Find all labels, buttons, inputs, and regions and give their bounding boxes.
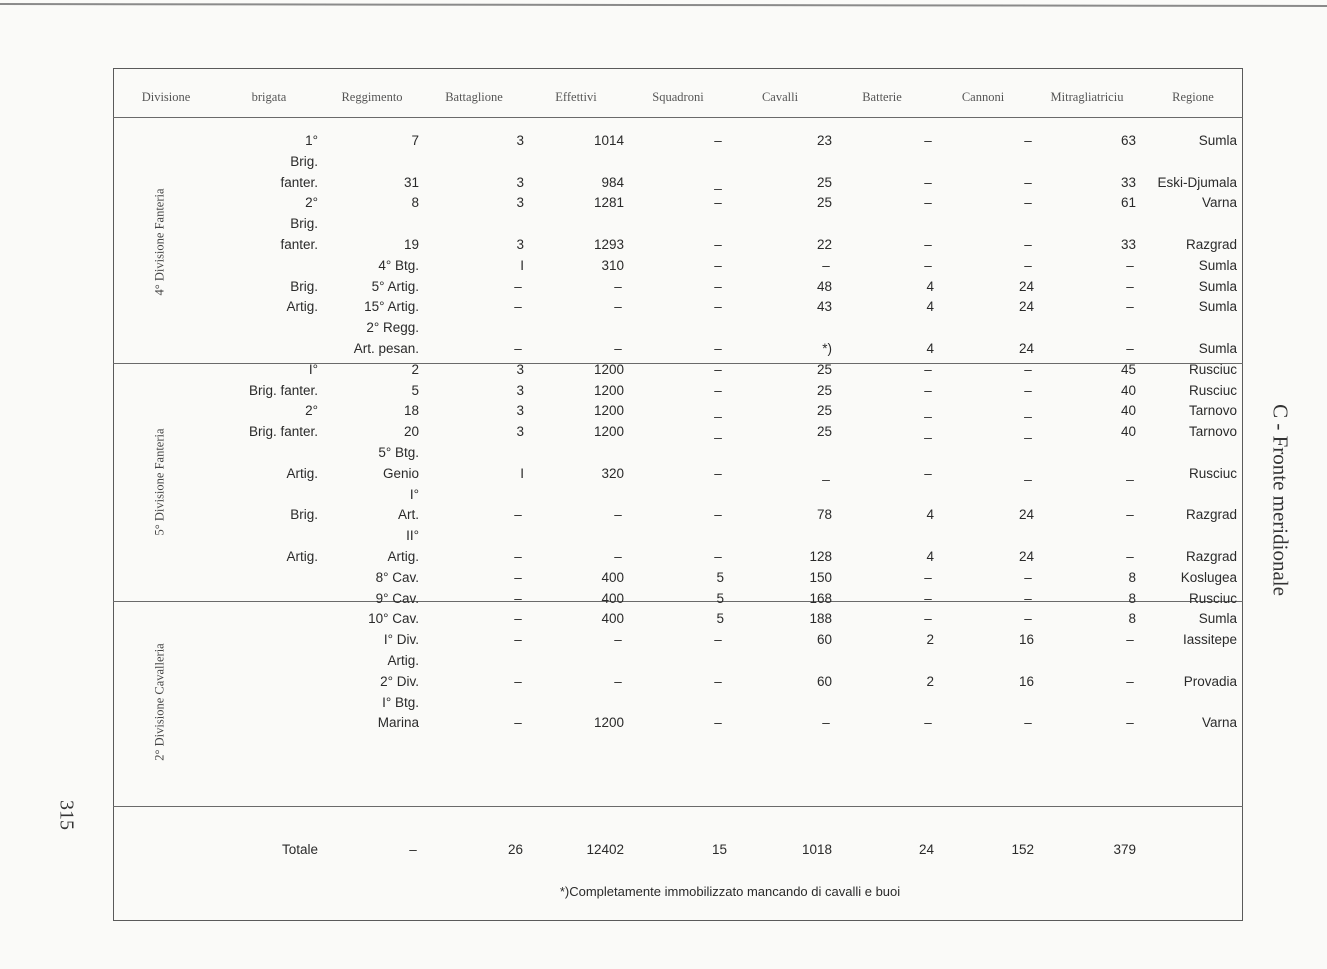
table-cell: Razgrad bbox=[1185, 507, 1237, 523]
table-cell: Sumla bbox=[1198, 133, 1237, 148]
table-cell: – bbox=[614, 673, 622, 689]
column-header: Effettivi bbox=[555, 90, 597, 104]
table-cell: 2 bbox=[926, 673, 934, 689]
table-cell: 5 bbox=[716, 590, 724, 606]
table-cell: 320 bbox=[601, 465, 624, 481]
table-cell: Rusciuc bbox=[1188, 382, 1237, 398]
table-cell: 1° bbox=[305, 133, 318, 148]
table-cell: 60 bbox=[816, 632, 832, 648]
column-header: Battaglione bbox=[445, 90, 503, 104]
totals-cell: – bbox=[409, 842, 417, 857]
table-cell: 4 bbox=[926, 341, 934, 356]
column-header: brigata bbox=[251, 90, 287, 104]
table-cell: 984 bbox=[601, 174, 624, 190]
table-cell: – bbox=[924, 465, 932, 481]
table-cell: Art. pesan. bbox=[353, 341, 419, 356]
table-cell: 3 bbox=[516, 237, 524, 252]
table-cell: – bbox=[1024, 569, 1032, 585]
table-cell: Artig. bbox=[286, 299, 318, 315]
column-header: Regione bbox=[1172, 90, 1214, 104]
table-cell: 61 bbox=[1120, 195, 1136, 211]
table-cell: 2 bbox=[411, 361, 419, 377]
table-cell: Sumla bbox=[1198, 611, 1237, 627]
table-cell: Rusciuc bbox=[1188, 465, 1237, 481]
table-cell: – bbox=[514, 715, 522, 731]
totals-cell: 24 bbox=[918, 842, 934, 857]
table-cell: Sumla bbox=[1198, 341, 1237, 356]
table-cell: – bbox=[1126, 673, 1134, 689]
table-cell: 16 bbox=[1018, 632, 1034, 648]
table-cell: 7 bbox=[411, 133, 419, 148]
table-cell: 24 bbox=[1018, 299, 1034, 315]
table-cell: 8 bbox=[411, 195, 419, 211]
totals-cell: 15 bbox=[711, 842, 727, 857]
table-cell: 3 bbox=[516, 133, 524, 148]
table-cell: – bbox=[924, 611, 932, 627]
table-cell: 24 bbox=[1018, 341, 1034, 356]
table-cell: – bbox=[924, 174, 932, 190]
table-cell: – bbox=[1024, 257, 1032, 273]
table-cell: II° bbox=[406, 528, 419, 544]
footnote: *)Completamente immobilizzato mancando di cavalli e buoi bbox=[559, 884, 901, 899]
table-cell: – bbox=[924, 569, 932, 585]
table-cell: – bbox=[714, 382, 722, 398]
table-cell: 2° bbox=[305, 195, 318, 211]
table-cell: 24 bbox=[1018, 507, 1034, 523]
table-cell: 40 bbox=[1120, 424, 1136, 440]
table-cell: _ bbox=[714, 403, 722, 419]
table-cell: Artig. bbox=[387, 549, 419, 564]
totals-cell: 1018 bbox=[801, 842, 832, 857]
column-header: Divisione bbox=[141, 90, 191, 104]
table-cell: _ bbox=[1024, 403, 1032, 419]
table-cell: 25 bbox=[816, 195, 832, 211]
table-cell: – bbox=[822, 257, 830, 273]
division-rule-1 bbox=[113, 363, 1243, 364]
table-cell: – bbox=[514, 507, 522, 523]
table-cell: – bbox=[924, 715, 932, 731]
table-cell: 400 bbox=[601, 611, 624, 627]
table-cell: – bbox=[1024, 133, 1032, 148]
table-cell: – bbox=[1024, 195, 1032, 211]
table-cell: – bbox=[714, 299, 722, 315]
table-cell: 1293 bbox=[593, 237, 624, 252]
table-cell: – bbox=[1126, 299, 1134, 315]
table-cell: – bbox=[1126, 507, 1134, 523]
table-cell: Artig. bbox=[387, 653, 419, 668]
table-cell: 1200 bbox=[593, 403, 624, 419]
table-cell: – bbox=[1126, 715, 1134, 731]
table-cell: Varna bbox=[1201, 715, 1237, 731]
table-cell: 25 bbox=[816, 424, 832, 440]
table-cell: 150 bbox=[809, 569, 832, 585]
table-cell: 2° Div. bbox=[380, 673, 419, 689]
table-cell: – bbox=[1126, 632, 1134, 648]
table-cell: Genio bbox=[382, 465, 419, 481]
header-rule bbox=[113, 117, 1243, 118]
table-cell: Rusciuc bbox=[1188, 590, 1237, 606]
table-cell: – bbox=[614, 299, 622, 315]
table-cell: – bbox=[1024, 174, 1032, 190]
table-cell: 5° Artig. bbox=[371, 278, 419, 294]
table-cell: Razgrad bbox=[1185, 549, 1237, 564]
table-cell: – bbox=[714, 465, 722, 481]
table-cell: 3 bbox=[516, 403, 524, 419]
table-cell: Brig. fanter. bbox=[248, 424, 318, 440]
table-cell: – bbox=[924, 257, 932, 273]
table-frame bbox=[113, 68, 1243, 921]
table-cell: – bbox=[1126, 278, 1134, 294]
table-cell: 20 bbox=[403, 424, 419, 440]
table-cell: _ bbox=[1024, 424, 1032, 440]
table-cell: – bbox=[714, 673, 722, 689]
division-label-4-fanteria: 4° Divisione Fanteria bbox=[152, 188, 167, 296]
table-cell: 63 bbox=[1120, 133, 1136, 148]
table-cell: – bbox=[1126, 341, 1134, 356]
table-cell: 4 bbox=[926, 278, 934, 294]
totals-rule bbox=[113, 806, 1243, 807]
table-cell: Rusciuc bbox=[1188, 361, 1237, 377]
table-cell: I bbox=[520, 465, 524, 481]
table-cell: – bbox=[714, 549, 722, 564]
table-cell: 45 bbox=[1120, 361, 1136, 377]
table-cell: 8 bbox=[1128, 611, 1136, 627]
table-cell: Razgrad bbox=[1185, 237, 1237, 252]
table-cell: I° bbox=[409, 486, 419, 502]
table-cell: 22 bbox=[816, 237, 832, 252]
side-title: C - Fronte meridionale bbox=[1268, 404, 1293, 596]
table-cell: 310 bbox=[601, 257, 624, 273]
table-cell: Iassitepe bbox=[1182, 632, 1237, 648]
table-cell: – bbox=[614, 341, 622, 356]
table-cell: 9° Cav. bbox=[375, 590, 419, 606]
table-cell: – bbox=[822, 715, 830, 731]
table-cell: 16 bbox=[1018, 673, 1034, 689]
table-cell: – bbox=[514, 278, 522, 294]
table-cell: – bbox=[514, 341, 522, 356]
table-cell: 2 bbox=[926, 632, 934, 648]
table-cell: 18 bbox=[403, 403, 419, 419]
table-cell: – bbox=[514, 299, 522, 315]
table-cell: 3 bbox=[516, 361, 524, 377]
table-cell: – bbox=[514, 590, 522, 606]
table-cell: 4 bbox=[926, 299, 934, 315]
table-cell: – bbox=[614, 549, 622, 564]
table-cell: 128 bbox=[809, 549, 832, 564]
column-header: Mitragliatriciu bbox=[1050, 90, 1124, 104]
table-cell: – bbox=[1024, 590, 1032, 606]
table-cell: 25 bbox=[816, 382, 832, 398]
table-cell: – bbox=[1024, 382, 1032, 398]
table-cell: – bbox=[714, 715, 722, 731]
table-cell: – bbox=[924, 590, 932, 606]
table-cell: Sumla bbox=[1198, 278, 1237, 294]
table-cell: – bbox=[714, 237, 722, 252]
table-cell: Eski-Djumala bbox=[1157, 174, 1237, 190]
table-cell: fanter. bbox=[280, 174, 318, 190]
table-cell: 1014 bbox=[593, 133, 624, 148]
table-cell: _ bbox=[714, 424, 722, 440]
division-rule-2 bbox=[113, 601, 1243, 602]
table-cell: 5 bbox=[716, 611, 724, 627]
table-cell: 78 bbox=[816, 507, 832, 523]
table-cell: Art. bbox=[397, 507, 419, 523]
table-cell: Sumla bbox=[1198, 299, 1237, 315]
table-cell: 31 bbox=[403, 174, 419, 190]
table-cell: 8 bbox=[1128, 569, 1136, 585]
table-cell: Tarnovo bbox=[1188, 424, 1237, 440]
table-cell: Brig. bbox=[290, 278, 318, 294]
table-cell: 400 bbox=[601, 569, 624, 585]
table-cell: 33 bbox=[1120, 174, 1136, 190]
column-header: Squadroni bbox=[652, 90, 704, 104]
table-cell: – bbox=[924, 382, 932, 398]
table-cell: 25 bbox=[816, 174, 832, 190]
table-cell: – bbox=[1024, 237, 1032, 252]
table-cell: – bbox=[514, 569, 522, 585]
table-cell: Brig. fanter. bbox=[248, 382, 318, 398]
table-cell: 48 bbox=[816, 278, 832, 294]
table-cell: 188 bbox=[809, 611, 832, 627]
table-cell: – bbox=[924, 133, 932, 148]
table-cell: – bbox=[714, 632, 722, 648]
table-cell: 10° Cav. bbox=[368, 611, 419, 627]
table-cell: – bbox=[514, 673, 522, 689]
table-cell: 43 bbox=[816, 299, 832, 315]
table-cell: 4° Btg. bbox=[378, 257, 419, 273]
totals-cell: 152 bbox=[1011, 842, 1034, 857]
table-cell: _ bbox=[822, 465, 830, 481]
table-cell: 24 bbox=[1018, 278, 1034, 294]
table-cell: I bbox=[520, 257, 524, 273]
table-cell: – bbox=[924, 237, 932, 252]
table-cell: 5° Btg. bbox=[378, 445, 419, 460]
table-cell: I° Btg. bbox=[382, 694, 419, 710]
table-cell: 23 bbox=[816, 133, 832, 148]
table-cell: Marina bbox=[377, 715, 419, 731]
column-header: Cannoni bbox=[961, 90, 1005, 104]
totals-cell: 26 bbox=[507, 842, 523, 857]
table-cell: 8 bbox=[1128, 590, 1136, 606]
table-cell: 3 bbox=[516, 382, 524, 398]
table-cell: _ bbox=[1024, 465, 1032, 481]
table-cell: Brig. bbox=[290, 153, 318, 169]
division-label-2-cavalleria: 2° Divisione Cavalleria bbox=[152, 643, 167, 761]
table-cell: – bbox=[714, 133, 722, 148]
division-label-5-fanteria: 5° Divisione Fanteria bbox=[152, 428, 167, 536]
table-cell: – bbox=[714, 278, 722, 294]
table-cell: – bbox=[714, 195, 722, 211]
table-cell: Brig. bbox=[290, 507, 318, 523]
table-cell: _ bbox=[924, 424, 932, 440]
table-cell: – bbox=[714, 257, 722, 273]
table-cell: 1200 bbox=[593, 424, 624, 440]
table-cell: fanter. bbox=[280, 237, 318, 252]
table-cell: – bbox=[614, 632, 622, 648]
table-cell: 400 bbox=[601, 590, 624, 606]
table-cell: 1200 bbox=[593, 382, 624, 398]
table-cell: 24 bbox=[1018, 549, 1034, 564]
table-cell: 5 bbox=[716, 569, 724, 585]
totals-cell: 379 bbox=[1113, 842, 1136, 857]
table-cell: 1200 bbox=[593, 361, 624, 377]
page-top-edge bbox=[0, 0, 1327, 10]
table-cell: – bbox=[1024, 611, 1032, 627]
table-cell: _ bbox=[924, 403, 932, 419]
table-cell: – bbox=[1024, 361, 1032, 377]
column-header: Cavalli bbox=[761, 90, 799, 104]
table-cell: – bbox=[1126, 257, 1134, 273]
column-header: Reggimento bbox=[341, 90, 403, 104]
table-cell: Tarnovo bbox=[1188, 403, 1237, 419]
table-cell: – bbox=[714, 341, 722, 356]
table-cell: – bbox=[714, 507, 722, 523]
table-cell: – bbox=[514, 611, 522, 627]
table-cell: – bbox=[1126, 549, 1134, 564]
table-cell: 19 bbox=[403, 237, 419, 252]
table-cell: 3 bbox=[516, 195, 524, 211]
table-cell: _ bbox=[714, 174, 722, 190]
table-cell: 3 bbox=[516, 174, 524, 190]
table-cell: 33 bbox=[1120, 237, 1136, 252]
table-cell: 2° bbox=[305, 403, 318, 419]
table-cell: I° Div. bbox=[383, 632, 419, 648]
totals-label: Totale bbox=[281, 842, 318, 857]
table-cell: – bbox=[614, 278, 622, 294]
table-cell: – bbox=[614, 507, 622, 523]
table-cell: 168 bbox=[809, 590, 832, 606]
table-cell: 3 bbox=[516, 424, 524, 440]
table-cell: – bbox=[924, 195, 932, 211]
table-cell: 40 bbox=[1120, 382, 1136, 398]
table-cell: Artig. bbox=[286, 549, 318, 564]
table-cell: – bbox=[514, 549, 522, 564]
table-cell: 60 bbox=[816, 673, 832, 689]
table-cell: – bbox=[1024, 715, 1032, 731]
table-cell: – bbox=[714, 361, 722, 377]
table-cell: 1200 bbox=[593, 715, 624, 731]
table-cell: *) bbox=[822, 341, 832, 356]
table-cell: 5 bbox=[411, 382, 419, 398]
table-cell: Provadia bbox=[1183, 673, 1237, 689]
table-cell: Brig. bbox=[290, 216, 318, 232]
totals-cell: 12402 bbox=[586, 842, 624, 857]
table-cell: Koslugea bbox=[1180, 569, 1237, 585]
table-cell: 4 bbox=[926, 549, 934, 564]
table-cell: 15° Artig. bbox=[364, 299, 419, 315]
table-cell: Varna bbox=[1201, 195, 1237, 211]
table-cell: 25 bbox=[816, 361, 832, 377]
table-cell: Artig. bbox=[286, 465, 318, 481]
page-number: 315 bbox=[55, 800, 78, 830]
table-cell: 2° Regg. bbox=[366, 320, 419, 336]
table-cell: – bbox=[514, 632, 522, 648]
table-cell: Sumla bbox=[1198, 257, 1237, 273]
table-cell: _ bbox=[1126, 465, 1134, 481]
table-cell: I° bbox=[308, 361, 318, 377]
table-cell: 1281 bbox=[593, 195, 624, 211]
table-cell: 4 bbox=[926, 507, 934, 523]
table-cell: 8° Cav. bbox=[375, 569, 419, 585]
column-header: Batterie bbox=[862, 90, 902, 104]
table-cell: – bbox=[924, 361, 932, 377]
table-cell: 40 bbox=[1120, 403, 1136, 419]
table-cell: 25 bbox=[816, 403, 832, 419]
